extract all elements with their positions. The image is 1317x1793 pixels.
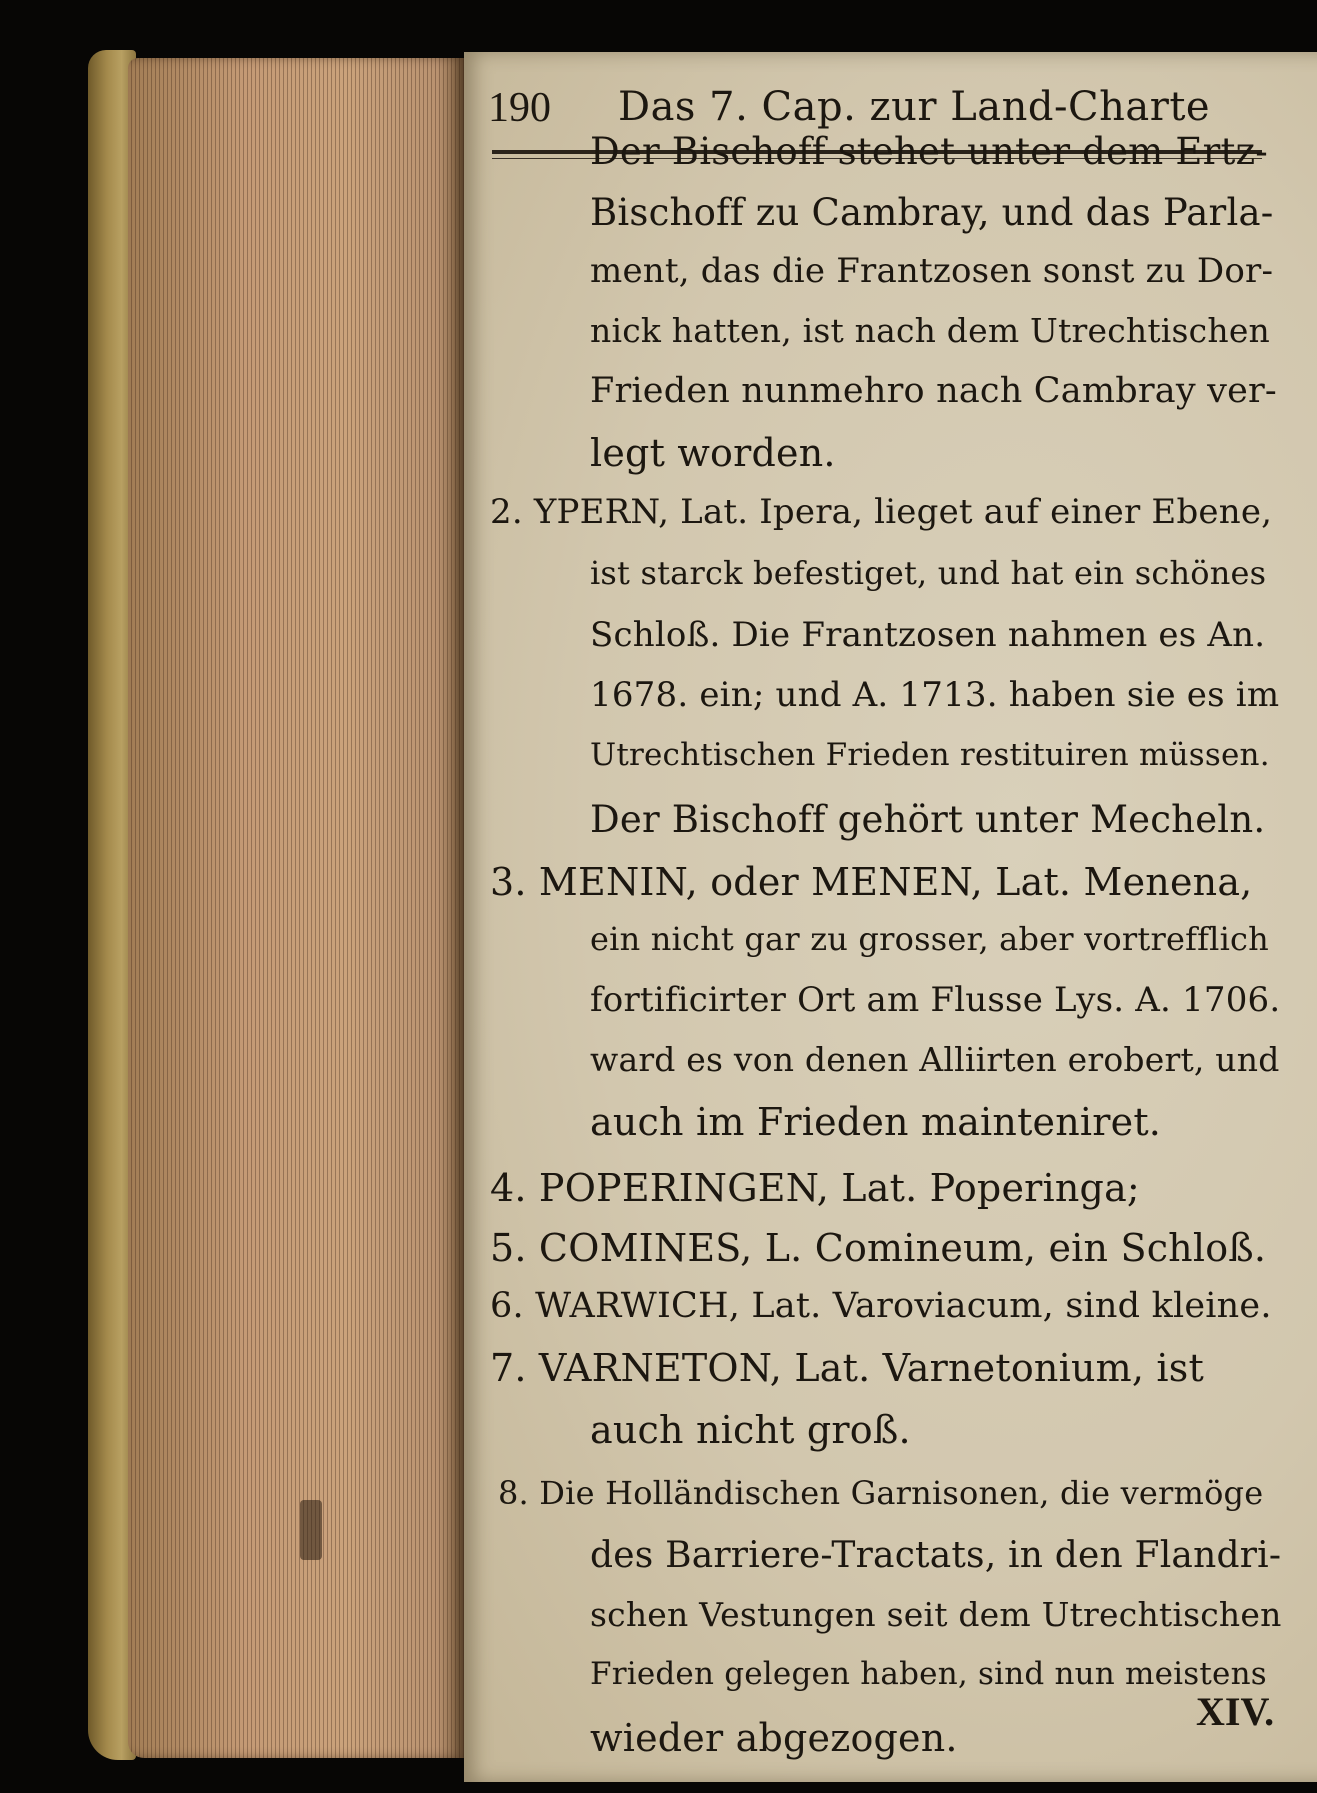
text-line: 7. VARNETON, Lat. Varnetonium, ist xyxy=(490,1346,1204,1390)
text-line: ein nicht gar zu grosser, aber vortrefflich xyxy=(590,920,1269,958)
text-line: wieder abgezogen. xyxy=(590,1716,958,1760)
page-number: 190 xyxy=(488,85,551,131)
text-line: 5. COMINES, L. Comineum, ein Schloß. xyxy=(490,1226,1267,1270)
catchword: XIV. xyxy=(1196,1689,1275,1734)
text-line: Frieden gelegen haben, sind nun meistens xyxy=(590,1656,1267,1692)
text-line: Der Bischoff stehet unter dem Ertz- xyxy=(590,130,1268,173)
book xyxy=(88,44,1308,1784)
page-edges xyxy=(128,58,464,1758)
text-line: 8. Die Holländischen Garnisonen, die vermöge xyxy=(498,1474,1264,1512)
text-line: schen Vestungen seit dem Utrechtischen xyxy=(590,1595,1282,1634)
text-line: auch nicht groß. xyxy=(590,1408,911,1452)
text-line: des Barriere-Tractats, in den Flandri- xyxy=(590,1535,1282,1576)
text-line: nick hatten, ist nach dem Utrechtischen xyxy=(590,311,1270,350)
text-line: Der Bischoff gehört unter Mecheln. xyxy=(590,798,1266,841)
text-line: Frieden nunmehro nach Cambray ver- xyxy=(590,371,1277,411)
text-line: Utrechtischen Frieden restituiren müssen. xyxy=(590,737,1270,773)
text-line: 6. WARWICH, Lat. Varoviacum, sind kleine. xyxy=(490,1286,1272,1326)
text-line: ward es von denen Alliirten erobert, und xyxy=(590,1040,1280,1079)
text-line: 2. YPERN, Lat. Ipera, lieget auf einer Ebene, xyxy=(490,492,1273,532)
text-line: 3. MENIN, oder MENEN, Lat. Menena, xyxy=(490,860,1253,904)
text-line: ist starck befestiget, und hat ein schönes xyxy=(590,554,1267,592)
running-head: Das 7. Cap. zur Land-Charte xyxy=(618,84,1211,130)
text-line: auch im Frieden mainteniret. xyxy=(590,1100,1162,1144)
text-line: legt worden. xyxy=(590,431,836,475)
text-line: Schloß. Die Frantzosen nahmen es An. xyxy=(590,615,1266,655)
text-line: 1678. ein; und A. 1713. haben sie es im xyxy=(590,675,1280,715)
ink-smudge xyxy=(300,1500,322,1560)
text-line: fortificirter Ort am Flusse Lys. A. 1706. xyxy=(590,980,1281,1020)
text-line: Bischoff zu Cambray, und das Parla- xyxy=(590,191,1274,234)
text-line: 4. POPERINGEN, Lat. Poperinga; xyxy=(490,1166,1140,1210)
text-line: ment, das die Frantzosen sonst zu Dor- xyxy=(590,251,1274,291)
